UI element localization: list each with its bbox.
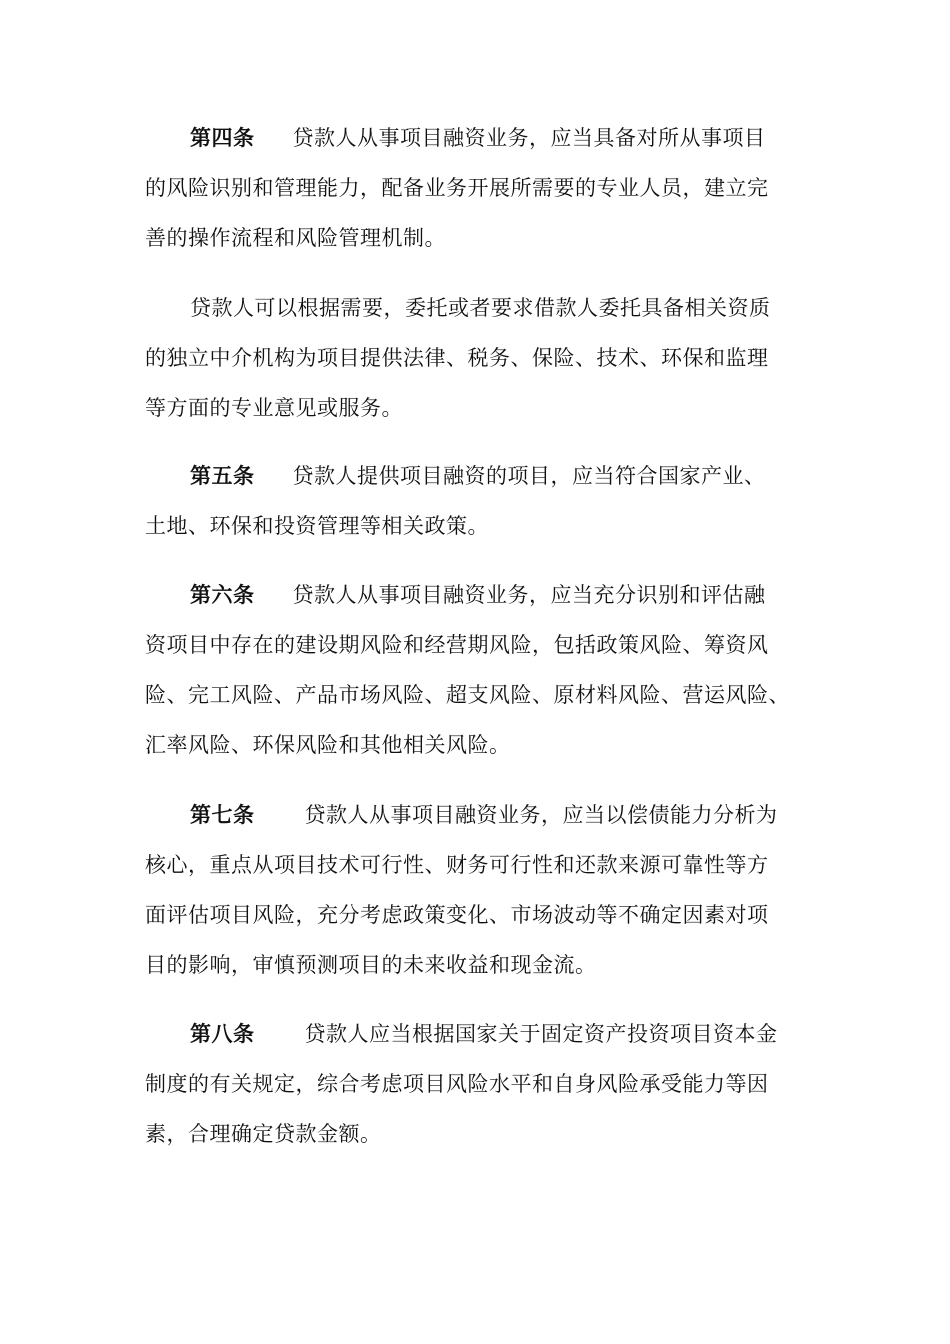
paragraph-line: 面评估项目风险，充分考虑政策变化、市场波动等不确定因素对项: [145, 903, 769, 927]
article-heading: 第四条: [190, 125, 255, 150]
article-5-paragraph: [145, 451, 825, 551]
paragraph-line: 土地、环保和投资管理等相关政策。: [145, 514, 489, 538]
paragraph-line: 善的操作流程和风险管理机制。: [145, 226, 446, 250]
line-text: 贷款人提供项目融资的项目，应当符合国家产业、: [292, 464, 766, 488]
article-heading: 第八条: [190, 1021, 255, 1046]
article-8-paragraph: [145, 1009, 825, 1159]
line-text: 贷款人从事项目融资业务，应当充分识别和评估融: [292, 583, 766, 607]
paragraph-line: 贷款人可以根据需要，委托或者要求借款人委托具备相关资质: [190, 296, 771, 320]
paragraph-line: [145, 113, 825, 163]
paragraph-line: 资项目中存在的建设期风险和经营期风险，包括政策风险、筹资风: [145, 633, 769, 657]
paragraph-line: 的独立中介机构为项目提供法律、税务、保险、技术、环保和监理: [145, 346, 769, 370]
paragraph-line: 险、完工风险、产品市场风险、超支风险、原材料风险、营运风险、: [145, 683, 790, 707]
line-text: 贷款人从事项目融资业务，应当具备对所从事项目: [292, 126, 766, 150]
paragraph-line: [145, 790, 825, 840]
article-4-paragraph: [145, 113, 825, 263]
paragraph-line: 核心，重点从项目技术可行性、财务可行性和还款来源可靠性等方: [145, 853, 769, 877]
paragraph-line: 素，合理确定贷款金额。: [145, 1122, 382, 1146]
article-7-paragraph: [145, 790, 825, 990]
paragraph-line: 制度的有关规定，综合考虑项目风险水平和自身风险承受能力等因: [145, 1072, 769, 1096]
article-heading: 第五条: [190, 463, 255, 488]
paragraph-line: [145, 570, 825, 620]
paragraph-line: 汇率风险、环保风险和其他相关风险。: [145, 733, 511, 757]
paragraph-line: 目的影响，审慎预测项目的未来收益和现金流。: [145, 953, 597, 977]
paragraph-line: 的风险识别和管理能力，配备业务开展所需要的专业人员，建立完: [145, 176, 769, 200]
line-text: 贷款人应当根据国家关于固定资产投资项目资本金: [304, 1022, 778, 1046]
line-text: 贷款人从事项目融资业务，应当以偿债能力分析为: [304, 803, 778, 827]
paragraph-line: [145, 451, 825, 501]
article-4-second-paragraph: [145, 283, 825, 433]
article-heading: 第七条: [190, 802, 255, 827]
article-heading: 第六条: [190, 582, 255, 607]
paragraph-line: 等方面的专业意见或服务。: [145, 396, 403, 420]
article-6-paragraph: [145, 570, 825, 770]
paragraph-line: [145, 1009, 825, 1059]
